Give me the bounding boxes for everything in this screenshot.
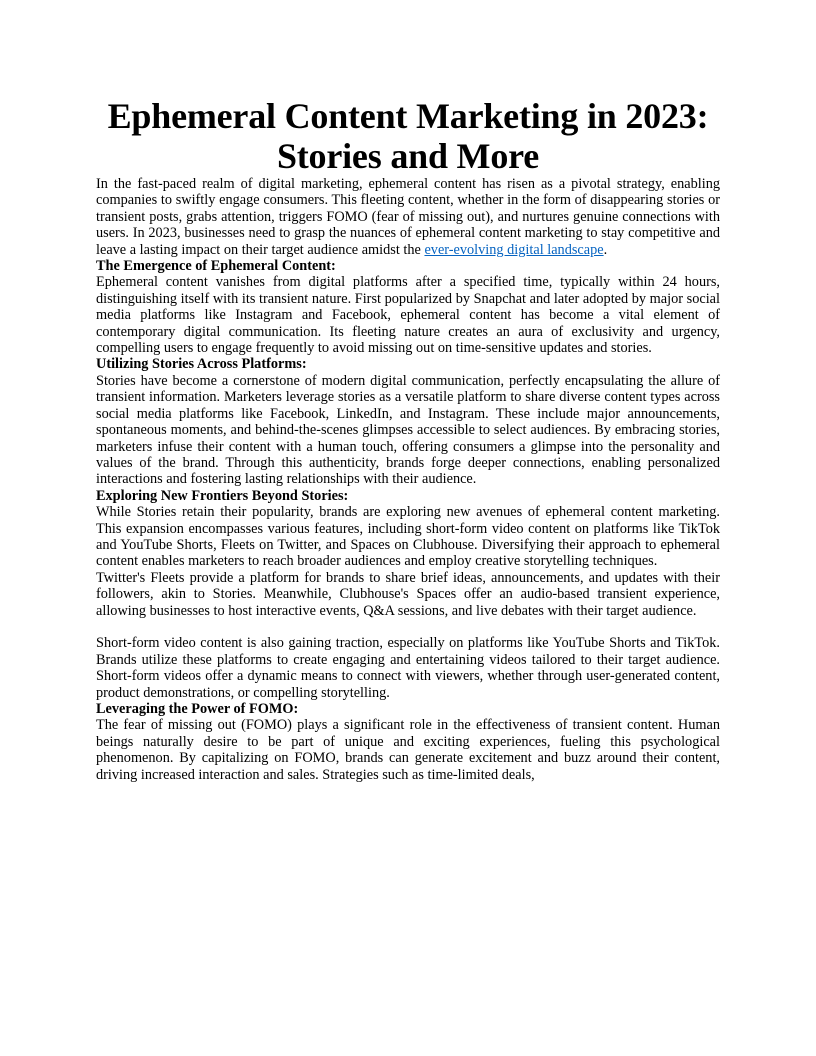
- paragraph-frontiers-1: While Stories retain their popularity, brands are exploring new avenues of ephemeral content marketing. This expansion encompasses various features, including short-form video content on platforms like TikTok and YouTube Shorts, Fleets on Twitter, and Spaces on Clubhouse. Diversifying their approach to ephemeral content enables marketers to reach broader audiences and employ creative storytelling techniques.: [96, 504, 720, 570]
- paragraph-stories: Stories have become a cornerstone of modern digital communication, perfectly encapsulating the allure of transient information. Marketers leverage stories as a versatile platform to share diverse content types across social media platforms like Facebook, LinkedIn, and Instagram. These include major announcements, spontaneous moments, and behind-the-scenes glimpses accessible to select audiences. By embracing stories, marketers infuse their content with a human touch, offering consumers a glimpse into the personality and values of the brand. Through this authenticity, brands forge deeper connections, enabling personalized interactions and fostering lasting relationships with their audience.: [96, 372, 720, 488]
- document-page: [96, 96, 720, 783]
- paragraph-fomo: The fear of missing out (FOMO) plays a significant role in the effectiveness of transient content. Human beings naturally desire to be part of unique and exciting experiences, fueling this psychological phenomenon. By capitalizing on FOMO, brands can generate excitement and buzz around their content, driving increased interaction and sales. Strategies such as time-limited deals,: [96, 717, 720, 783]
- intro-paragraph: [96, 176, 720, 258]
- paragraph-frontiers-3: Short-form video content is also gaining traction, especially on platforms like YouTube Shorts and TikTok. Brands utilize these platforms to create engaging and entertaining videos tailored to their target audience. Short-form videos offer a dynamic means to connect with viewers, whether through user-generated content, product demonstrations, or compelling storytelling.: [96, 635, 720, 701]
- heading-fomo: Leveraging the Power of FOMO:: [96, 700, 299, 717]
- digital-landscape-link[interactable]: ever-evolving digital landscape: [424, 241, 604, 258]
- intro-end: .: [603, 241, 608, 258]
- heading-frontiers: Exploring New Frontiers Beyond Stories:: [96, 487, 349, 504]
- intro-text: In the fast-paced realm of digital marketing, ephemeral content has risen as a pivotal strategy, enabling companies to swiftly engage consumers. This fleeting content, whether in the form of disappearing stories or transient posts, grabs attention, triggers FOMO (fear of missing out), and nurtures genuine connections with users. In 2023, businesses need to grasp the nuances of ephemeral content marketing to stay competitive and leave a lasting impact on their target audience amidst the: [96, 176, 720, 258]
- heading-stories: Utilizing Stories Across Platforms:: [96, 356, 307, 373]
- paragraph-frontiers-2: Twitter's Fleets provide a platform for brands to share brief ideas, announcements, and updates with their followers, akin to Stories. Meanwhile, Clubhouse's Spaces offer an audio-based transient experience, allowing businesses to host interactive events, Q&A sessions, and live debates with their target audience.: [96, 569, 720, 619]
- document-title: Ephemeral Content Marketing in 2023: Stories and More: [107, 96, 709, 176]
- heading-emergence: The Emergence of Ephemeral Content:: [96, 258, 336, 275]
- paragraph-emergence: Ephemeral content vanishes from digital platforms after a specified time, typically within 24 hours, distinguishing itself with its transient nature. First popularized by Snapchat and later adopted by major social media platforms like Instagram and Facebook, ephemeral content has become a vital element of contemporary digital communication. Its fleeting nature creates an aura of exclusivity and urgency, compelling users to engage frequently to avoid missing out on time-sensitive updates and stories.: [96, 274, 720, 357]
- paragraph-spacer: [96, 619, 720, 635]
